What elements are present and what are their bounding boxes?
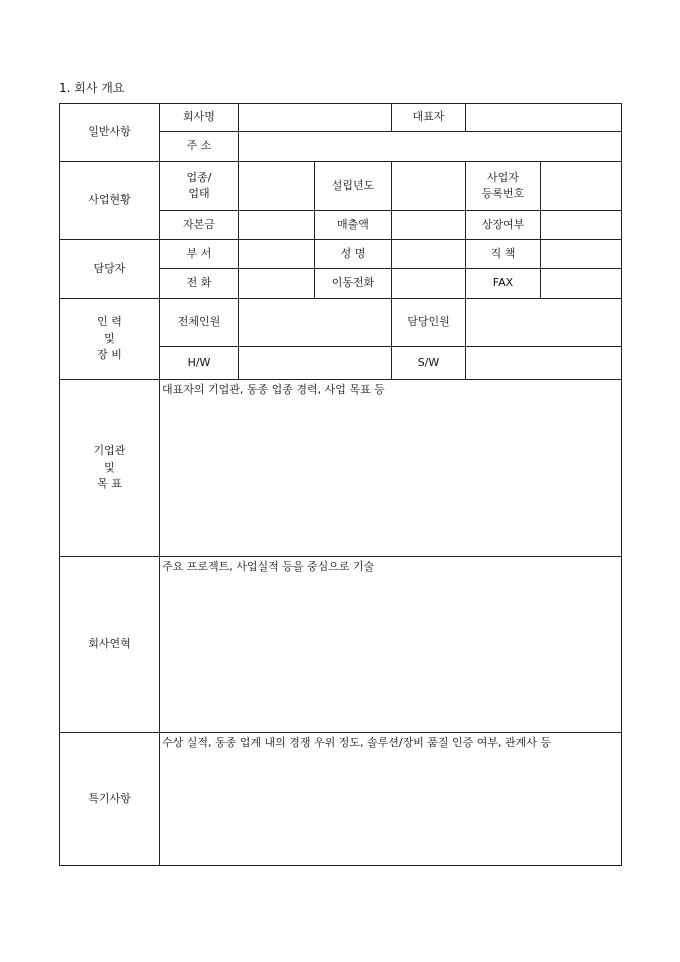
address-field[interactable]	[239, 132, 622, 162]
sales-field[interactable]	[392, 211, 466, 240]
assigned-staff-label: 담당인원	[392, 299, 466, 347]
name-label: 성 명	[315, 240, 392, 269]
notes-field[interactable]: 수상 실적, 동종 업계 내의 경쟁 우위 정도, 솔루션/장비 품질 인증 여부, 관계사 등	[160, 733, 622, 866]
assigned-staff-field[interactable]	[466, 299, 622, 347]
position-field[interactable]	[541, 240, 622, 269]
company-name-label: 회사명	[160, 104, 239, 132]
hw-label: H/W	[160, 347, 239, 380]
phone-label: 전 화	[160, 269, 239, 299]
mobile-label: 이동전화	[315, 269, 392, 299]
fax-label: FAX	[466, 269, 541, 299]
listed-label: 상장여부	[466, 211, 541, 240]
fax-field[interactable]	[541, 269, 622, 299]
position-label: 직 책	[466, 240, 541, 269]
history-field[interactable]: 주요 프로젝트, 사업실적 등을 중심으로 기술	[160, 557, 622, 733]
biz-reg-field[interactable]	[541, 162, 622, 211]
vision-field[interactable]: 대표자의 기업관, 동종 업종 경력, 사업 목표 등	[160, 380, 622, 557]
sw-label: S/W	[392, 347, 466, 380]
notes-header: 특기사항	[60, 733, 160, 866]
dept-field[interactable]	[239, 240, 315, 269]
founded-field[interactable]	[392, 162, 466, 211]
name-field[interactable]	[392, 240, 466, 269]
industry-field[interactable]	[239, 162, 315, 211]
phone-field[interactable]	[239, 269, 315, 299]
history-header: 회사연혁	[60, 557, 160, 733]
capital-label: 자본금	[160, 211, 239, 240]
founded-label: 설립년도	[315, 162, 392, 211]
biz-reg-label: 사업자 등록번호	[466, 162, 541, 211]
company-name-field[interactable]	[239, 104, 392, 132]
dept-label: 부 서	[160, 240, 239, 269]
sw-field[interactable]	[466, 347, 622, 380]
hw-field[interactable]	[239, 347, 392, 380]
contact-header: 담당자	[60, 240, 160, 299]
general-header: 일반사항	[60, 104, 160, 162]
industry-label: 업종/ 업태	[160, 162, 239, 211]
listed-field[interactable]	[541, 211, 622, 240]
business-header: 사업현황	[60, 162, 160, 240]
company-overview-form	[59, 103, 622, 866]
resources-header: 인 력 및 장 비	[60, 299, 160, 380]
address-label: 주 소	[160, 132, 239, 162]
capital-field[interactable]	[239, 211, 315, 240]
ceo-label: 대표자	[392, 104, 466, 132]
sales-label: 매출액	[315, 211, 392, 240]
mobile-field[interactable]	[392, 269, 466, 299]
ceo-field[interactable]	[466, 104, 622, 132]
total-staff-label: 전체인원	[160, 299, 239, 347]
section-title: 1. 회사 개요	[59, 81, 125, 95]
total-staff-field[interactable]	[239, 299, 392, 347]
vision-header: 기업관 및 목 표	[60, 380, 160, 557]
